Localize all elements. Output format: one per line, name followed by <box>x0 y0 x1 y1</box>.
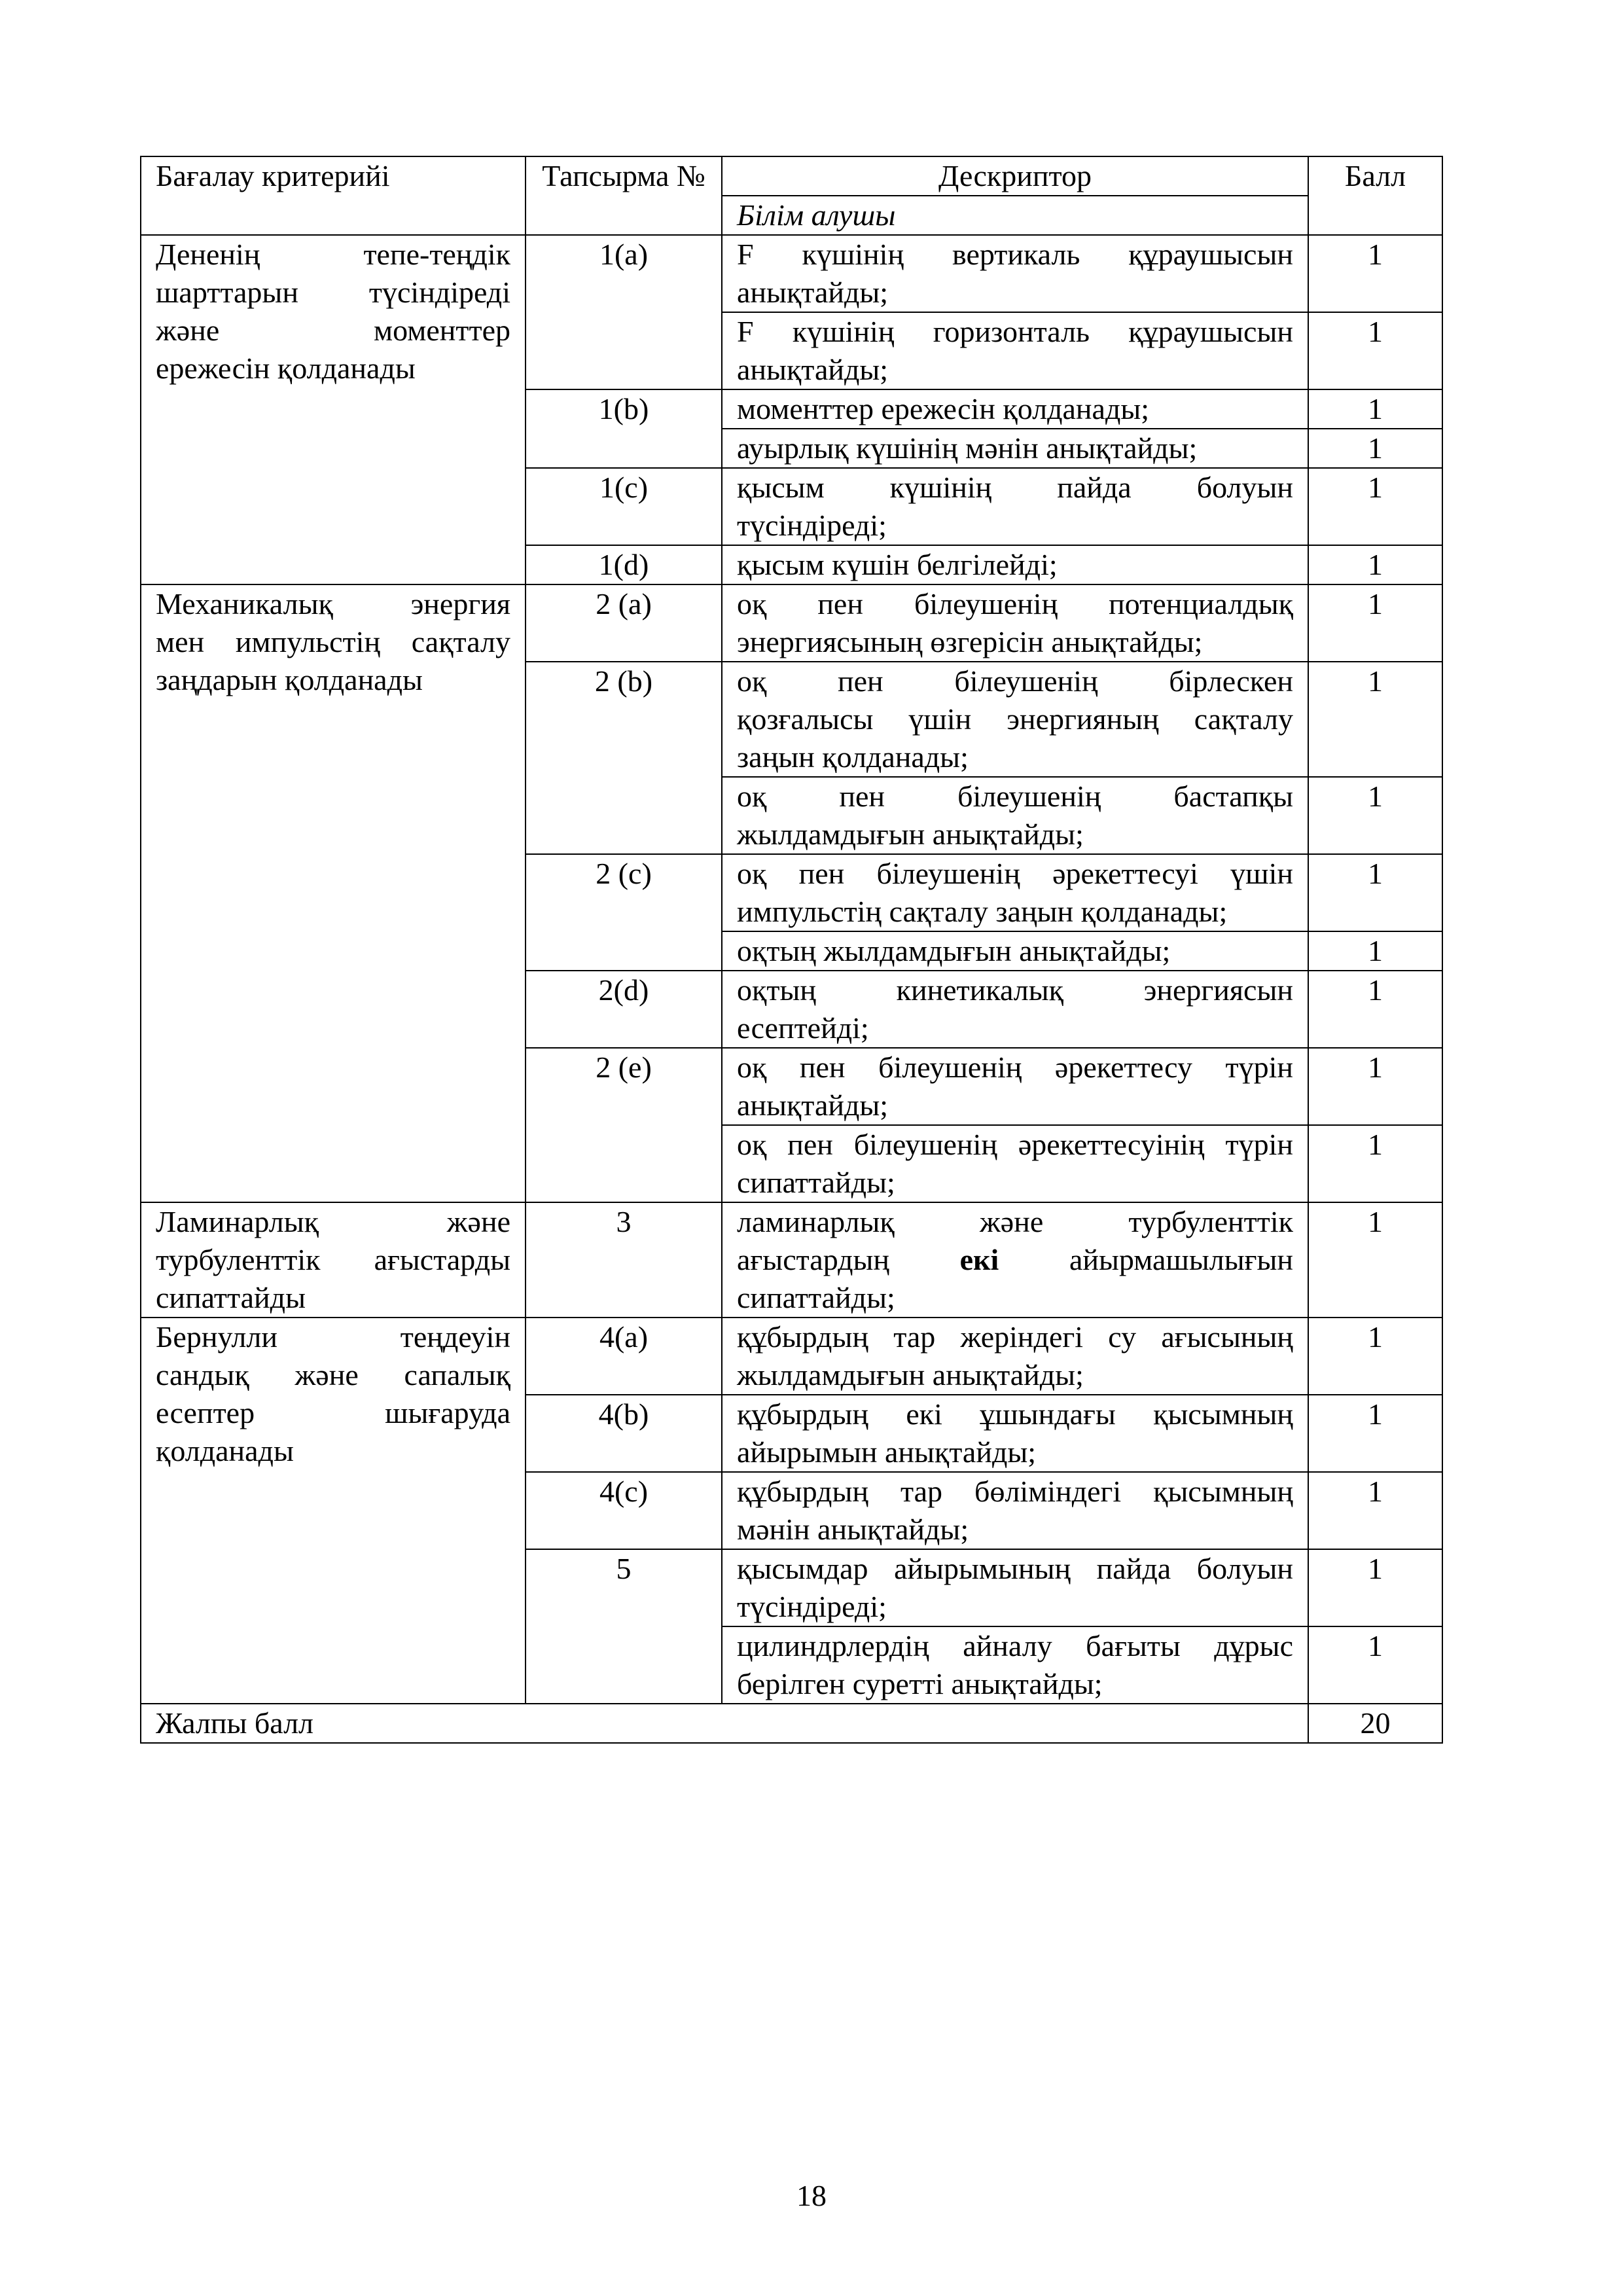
score-cell: 1 <box>1308 1048 1442 1125</box>
task-number: 1(a) <box>526 235 722 389</box>
assessment-rubric <box>140 156 1442 1744</box>
descriptor-line: оқ пен білеушенің бастапқы <box>737 780 1293 813</box>
header-task: Тапсырма № <box>526 156 722 235</box>
descriptor-cell <box>722 662 1308 777</box>
descriptor-line: импульстің сақталу заңын қолданады; <box>737 895 1228 928</box>
score-cell: 1 <box>1308 1395 1442 1472</box>
descriptor-line: F күшінің горизонталь құраушысын <box>737 315 1293 348</box>
criterion-line: турбуленттік ағыстарды <box>156 1243 510 1276</box>
descriptor-line: оқтың жылдамдығын анықтайды; <box>737 934 1171 967</box>
criterion-line: сипаттайды <box>156 1281 306 1314</box>
descriptor-line: құбырдың тар бөліміндегі қысымның <box>737 1475 1293 1508</box>
descriptor-line: қысымдар айырымының пайда болуын <box>737 1552 1293 1585</box>
criterion-line: Механикалық энергия <box>156 587 510 620</box>
rubric-row <box>141 1318 1442 1395</box>
descriptor-line: оқтың кинетикалық энергиясын <box>737 973 1293 1007</box>
descriptor-line: ағыстардың екі айырмашылығын <box>737 1243 1293 1276</box>
criterion-line: Бернулли теңдеуін <box>156 1320 510 1354</box>
criterion-line: есептер шығаруда <box>156 1396 510 1429</box>
descriptor-cell <box>722 584 1308 662</box>
task-number: 2(d) <box>526 971 722 1048</box>
descriptor-cell <box>722 389 1308 429</box>
descriptor-line: моменттер ережесін қолданады; <box>737 392 1150 425</box>
descriptor-line: оқ пен білеушенің бірлескен <box>737 664 1293 698</box>
task-number: 4(a) <box>526 1318 722 1395</box>
descriptor-cell <box>722 545 1308 584</box>
rubric-row <box>141 1202 1442 1318</box>
criterion-line: қолданады <box>156 1434 294 1467</box>
score-cell: 1 <box>1308 584 1442 662</box>
descriptor-line: ламинарлық және турбуленттік <box>737 1205 1293 1238</box>
rubric-body <box>141 156 1442 1743</box>
header-row <box>141 156 1442 196</box>
descriptor-line: ауырлық күшінің мәнін анықтайды; <box>737 431 1198 465</box>
score-cell: 1 <box>1308 235 1442 312</box>
score-cell: 1 <box>1308 312 1442 389</box>
descriptor-line: оқ пен білеушенің әрекеттесу түрін <box>737 1050 1293 1084</box>
descriptor-line: заңын қолданады; <box>737 740 969 774</box>
descriptor-line: берілген суретті анықтайды; <box>737 1667 1103 1700</box>
descriptor-line: мәнін анықтайды; <box>737 1513 969 1546</box>
score-cell: 1 <box>1308 545 1442 584</box>
score-cell: 1 <box>1308 1202 1442 1318</box>
descriptor-line: түсіндіреді; <box>737 1590 887 1623</box>
descriptor-line: анықтайды; <box>737 1088 889 1122</box>
score-cell: 1 <box>1308 389 1442 429</box>
descriptor-cell <box>722 235 1308 312</box>
descriptor-line: құбырдың екі ұшындағы қысымның <box>737 1397 1293 1431</box>
descriptor-cell <box>722 1549 1308 1626</box>
criterion-cell <box>141 1318 526 1704</box>
descriptor-line: цилиндрлердің айналу бағыты дұрыс <box>737 1629 1293 1662</box>
criterion-line: және моменттер <box>156 314 510 347</box>
descriptor-cell <box>722 429 1308 468</box>
descriptor-line: оқ пен білеушенің әрекеттесуінің түрін <box>737 1128 1293 1161</box>
descriptor-line: оқ пен білеушенің әрекеттесуі үшін <box>737 857 1293 890</box>
descriptor-line: айырымын анықтайды; <box>737 1435 1037 1469</box>
score-cell: 1 <box>1308 1472 1442 1549</box>
header-criterion: Бағалау критерийі <box>141 156 526 235</box>
descriptor-line: түсіндіреді; <box>737 509 887 542</box>
task-number: 3 <box>526 1202 722 1318</box>
score-cell: 1 <box>1308 1125 1442 1202</box>
descriptor-cell <box>722 1626 1308 1704</box>
descriptor-line: жылдамдығын анықтайды; <box>737 1358 1084 1391</box>
criterion-line: Ламинарлық және <box>156 1205 510 1238</box>
task-number: 2 (a) <box>526 584 722 662</box>
task-number: 1(d) <box>526 545 722 584</box>
descriptor-cell <box>722 1125 1308 1202</box>
descriptor-cell <box>722 1202 1308 1318</box>
page-number: 18 <box>796 2179 827 2212</box>
task-number: 5 <box>526 1549 722 1704</box>
descriptor-line: құбырдың тар жеріндегі су ағысының <box>737 1320 1293 1354</box>
task-number: 2 (e) <box>526 1048 722 1202</box>
score-cell: 1 <box>1308 1318 1442 1395</box>
criterion-line: сандық және сапалық <box>156 1358 510 1391</box>
task-number: 4(b) <box>526 1395 722 1472</box>
criterion-line: заңдарын қолданады <box>156 663 423 696</box>
criterion-cell <box>141 584 526 1202</box>
descriptor-cell <box>722 312 1308 389</box>
total-label: Жалпы балл <box>141 1704 1308 1743</box>
rubric-table <box>140 156 1443 1744</box>
descriptor-cell <box>722 1472 1308 1549</box>
descriptor-cell <box>722 854 1308 931</box>
descriptor-line: сипаттайды; <box>737 1166 895 1199</box>
descriptor-line: оқ пен білеушенің потенциалдық <box>737 587 1293 620</box>
criterion-line: мен импульстің сақталу <box>156 625 510 658</box>
task-number: 2 (c) <box>526 854 722 971</box>
score-cell: 1 <box>1308 971 1442 1048</box>
score-cell: 1 <box>1308 931 1442 971</box>
descriptor-cell <box>722 468 1308 545</box>
descriptor-cell <box>722 1395 1308 1472</box>
descriptor-line: анықтайды; <box>737 276 889 309</box>
criterion-line: Дененің тепе-теңдік <box>156 238 510 271</box>
score-cell: 1 <box>1308 777 1442 854</box>
score-cell: 1 <box>1308 662 1442 777</box>
score-cell: 1 <box>1308 1626 1442 1704</box>
score-cell: 1 <box>1308 468 1442 545</box>
descriptor-line: қозғалысы үшін энергияның сақталу <box>737 702 1293 736</box>
score-cell: 1 <box>1308 1549 1442 1626</box>
task-number: 4(c) <box>526 1472 722 1549</box>
descriptor-cell <box>722 1048 1308 1125</box>
descriptor-line: сипаттайды; <box>737 1281 895 1314</box>
rubric-row <box>141 584 1442 662</box>
header-score: Балл <box>1308 156 1442 235</box>
score-cell: 1 <box>1308 854 1442 931</box>
header-descriptor: Дескриптор <box>722 156 1308 196</box>
header-learner: Білім алушы <box>722 196 1308 235</box>
descriptor-cell <box>722 1318 1308 1395</box>
descriptor-cell <box>722 931 1308 971</box>
descriptor-line: есептейді; <box>737 1011 869 1045</box>
total-score: 20 <box>1308 1704 1442 1743</box>
descriptor-line: қысым күшінің пайда болуын <box>737 471 1293 504</box>
task-number: 1(c) <box>526 468 722 545</box>
descriptor-line: қысым күшін белгілейді; <box>737 548 1058 581</box>
descriptor-cell <box>722 971 1308 1048</box>
criterion-line: ережесін қолданады <box>156 351 416 385</box>
rubric-row <box>141 235 1442 312</box>
criterion-line: шарттарын түсіндіреді <box>156 276 510 309</box>
task-number: 1(b) <box>526 389 722 468</box>
descriptor-line: F күшінің вертикаль құраушысын <box>737 238 1293 271</box>
criterion-cell <box>141 235 526 584</box>
criterion-cell <box>141 1202 526 1318</box>
score-cell: 1 <box>1308 429 1442 468</box>
descriptor-cell <box>722 777 1308 854</box>
descriptor-line: анықтайды; <box>737 353 889 386</box>
task-number: 2 (b) <box>526 662 722 854</box>
total-row <box>141 1704 1442 1743</box>
descriptor-line: жылдамдығын анықтайды; <box>737 817 1084 851</box>
descriptor-line: энергиясының өзгерісін анықтайды; <box>737 625 1203 658</box>
